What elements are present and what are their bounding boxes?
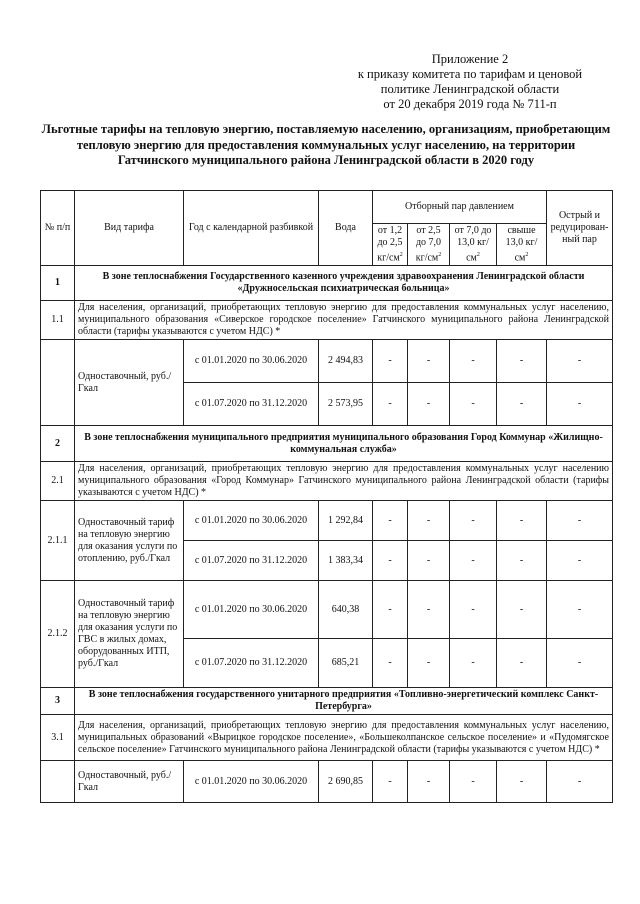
empty-value: - [450,340,497,383]
header-p3: от 7,0 до 13,0 $кг/см^2$ [450,224,497,266]
tariff-row [41,581,613,639]
empty-value: - [497,340,547,383]
header-p1: от 1,2 до 2,5 $кг/см^2$ [373,224,408,266]
header-period: Год с календарной разбивкой [184,191,319,266]
empty-value: - [373,383,408,426]
subsection-text: Для населения, организаций, приобретающих тепловую энергию для предоставления коммунальных услуг населению муниципального образования «Город Коммунар» Гатчинского муниципального района Ленинградской области (тарифы указываются с учетом НДС) * [75,462,613,501]
empty-value: - [408,761,450,803]
appendix-note [330,52,610,112]
appendix-line: Приложение 2 [431,52,509,66]
header-steam: Отборный пар давлением [373,191,547,224]
section-row [41,688,613,715]
water-value: 2 573,95 [319,383,373,426]
empty-value: - [373,761,408,803]
empty-value: - [373,541,408,581]
empty-value: - [547,501,613,541]
empty-value: - [497,383,547,426]
subsection-row [41,462,613,501]
empty-value: - [408,340,450,383]
subsection-text: Для населения, организаций, приобретающих тепловую энергию для предоставления коммунальных услуг населению, муниципальных образований «Вырицкое городское поселение», «Большеколпанское сельское поселение» и «Пудомягское сельское поселение» Гатчинского муниципального района Ленинградской области (тарифы указываются с учетом НДС) * [75,715,613,761]
period-cell: с 01.01.2020 по 30.06.2020 [184,340,319,383]
empty-value: - [497,761,547,803]
empty-value: - [497,581,547,639]
water-value: 2 494,83 [319,340,373,383]
empty-value: - [373,501,408,541]
tariff-row [41,501,613,541]
group-num: 2.1.2 [41,581,75,688]
empty-value: - [408,541,450,581]
empty-value: - [497,639,547,688]
section-title: В зоне теплоснабжения муниципального предприятия муниципального образования Город Коммунар «Жилищно-коммунальная служба» [75,426,613,462]
appendix-line: политике Ленинградской области [380,82,560,96]
tariff-type: Одноставочный, руб./Гкал [75,761,184,803]
tariff-row [41,340,613,383]
section-num: 2 [41,426,75,462]
empty-value: - [547,581,613,639]
group-num [41,761,75,803]
empty-value: - [497,541,547,581]
empty-value: - [408,501,450,541]
period-cell: с 01.01.2020 по 30.06.2020 [184,581,319,639]
tariff-table [40,190,613,803]
period-cell: с 01.07.2020 по 31.12.2020 [184,541,319,581]
tariff-row [41,761,613,803]
empty-value: - [497,501,547,541]
empty-value: - [450,581,497,639]
subsection-num: 2.1 [41,462,75,501]
empty-value: - [450,383,497,426]
empty-value: - [373,581,408,639]
header-type: Вид тарифа [75,191,184,266]
header-p2: от 2,5 до 7,0 $кг/см^2$ [408,224,450,266]
water-value: 2 690,85 [319,761,373,803]
empty-value: - [408,383,450,426]
empty-value: - [408,581,450,639]
empty-value: - [450,639,497,688]
section-row [41,266,613,301]
appendix-line: к приказу комитета по тарифам и ценовой [357,67,583,81]
period-cell: с 01.07.2020 по 31.12.2020 [184,383,319,426]
section-num: 3 [41,688,75,715]
tariff-type: Одноставочный тариф на тепловую энергию для оказания услуги по ГВС в жилых домах, оборудованных ИТП, руб./Гкал [75,581,184,688]
tariff-type: Одноставочный тариф на тепловую энергию для оказания услуги по отоплению, руб./Гкал [75,501,184,581]
period-cell: с 01.01.2020 по 30.06.2020 [184,501,319,541]
group-num: 2.1.1 [41,501,75,581]
empty-value: - [547,541,613,581]
section-title: В зоне теплоснабжения Государственного казенного учреждения здравоохранения Ленинградской области «Дружносельская психиатрическая больница» [75,266,613,301]
water-value: 640,38 [319,581,373,639]
empty-value: - [373,639,408,688]
section-row [41,426,613,462]
group-num [41,340,75,426]
period-cell: с 01.07.2020 по 31.12.2020 [184,639,319,688]
tariff-type: Одноставочный, руб./Гкал [75,340,184,426]
water-value: 1 292,84 [319,501,373,541]
water-value: 1 383,34 [319,541,373,581]
empty-value: - [450,501,497,541]
subsection-num: 1.1 [41,301,75,340]
header-sharp-steam: Острый и редуцирован-ный пар [547,191,613,266]
subsection-text: Для населения, организаций, приобретающих тепловую энергию для предоставления коммунальных услуг населению, муниципального образования «Сиверское городское поселение» Гатчинского муниципального района Ленинградской области (тарифы указываются с учетом НДС) * [75,301,613,340]
header-p4: свыше 13,0 $кг/см^2$ [497,224,547,266]
empty-value: - [373,340,408,383]
section-title: В зоне теплоснабжения государственного унитарного предприятия «Топливно-энергетический комплекс Санкт-Петербурга» [75,688,613,715]
header-water: Вода [319,191,373,266]
subsection-row [41,715,613,761]
empty-value: - [450,761,497,803]
subsection-row [41,301,613,340]
empty-value: - [450,541,497,581]
section-num: 1 [41,266,75,301]
empty-value: - [547,383,613,426]
appendix-line: от 20 декабря 2019 года № 711-п [383,97,557,111]
document-title: Льготные тарифы на тепловую энергию, поставляемую населению, организациям, приобретающим тепловую энергию для предоставления коммунальных услуг населению, на территории Гатчинского муниципального района Ленинградской области в 2020 году [41,122,611,167]
empty-value: - [547,340,613,383]
header-num: № п/п [41,191,75,266]
period-cell: с 01.01.2020 по 30.06.2020 [184,761,319,803]
empty-value: - [547,761,613,803]
empty-value: - [408,639,450,688]
empty-value: - [547,639,613,688]
subsection-num: 3.1 [41,715,75,761]
water-value: 685,21 [319,639,373,688]
